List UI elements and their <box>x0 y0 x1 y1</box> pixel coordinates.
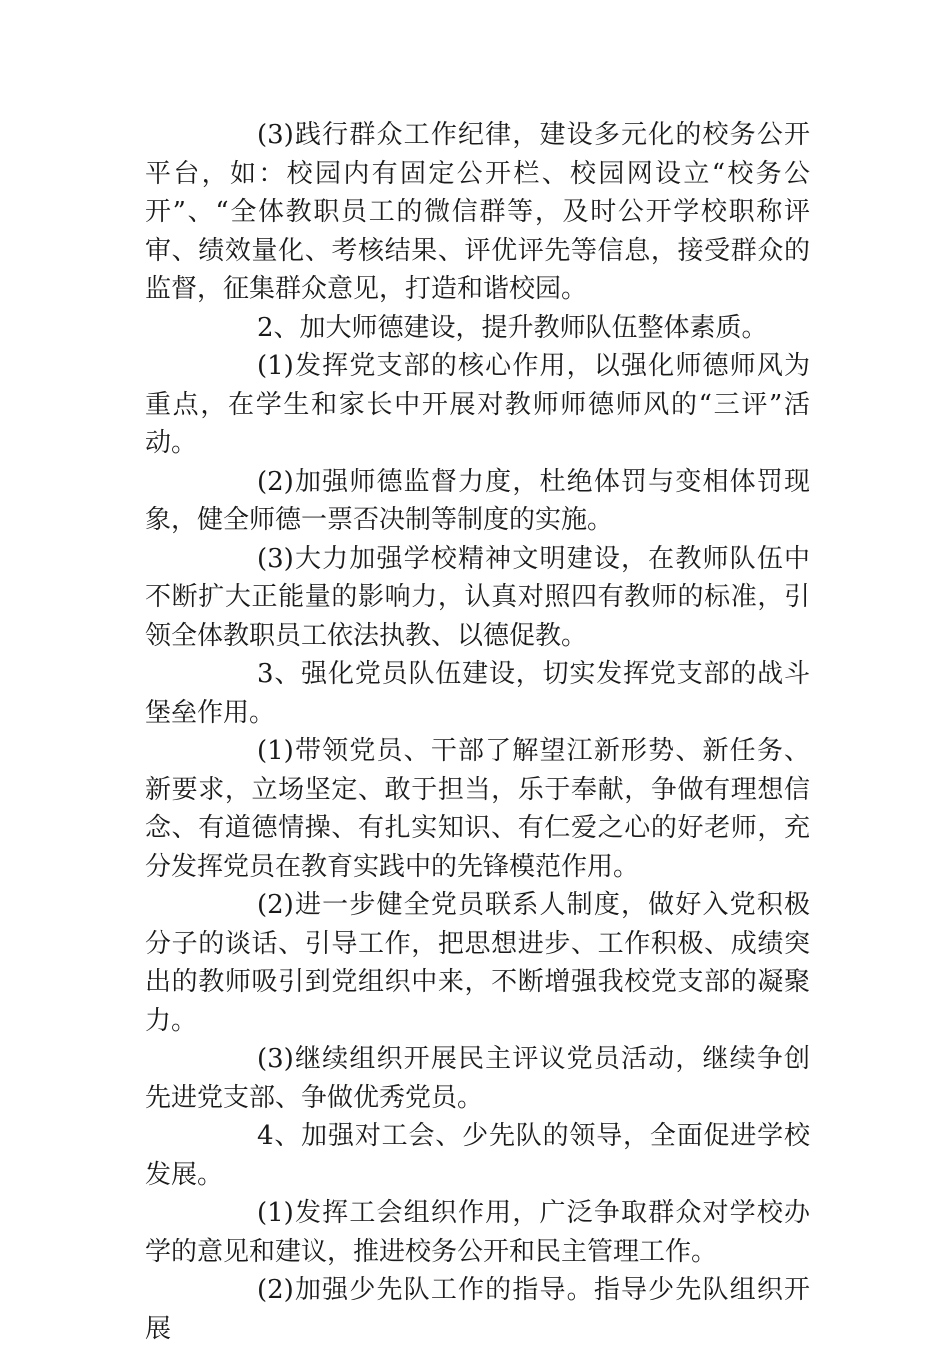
paragraph-party-branch-core-role: (1)发挥党支部的核心作用，以强化师德师风为重点，在学生和家长中开展对教师师德师风的“三评”活动。 <box>145 351 810 458</box>
heading-party-member-team: 3、强化党员队伍建设，切实发挥党支部的战斗堡垒作用。 <box>145 659 810 728</box>
paragraph-contact-system: (2)进一步健全党员联系人制度，做好入党积极分子的谈话、引导工作，把思想进步、工作积极、成绩突出的教师吸引到党组织中来，不断增强我校党支部的凝聚力。 <box>145 890 810 1036</box>
paragraph-union-role: (1)发挥工会组织作用，广泛争取群众对学校办学的意见和建议，推进校务公开和民主管理工作。 <box>145 1198 810 1267</box>
paragraph-democratic-evaluation: (3)继续组织开展民主评议党员活动，继续争创先进党支部、争做优秀党员。 <box>145 1044 810 1113</box>
paragraph-spiritual-civilization: (3)大力加强学校精神文明建设，在教师队伍中不断扩大正能量的影响力，认真对照四有教师的标准，引领全体教职员工依法执教、以德促教。 <box>145 543 810 651</box>
paragraph-campus-affairs-platform: (3)践行群众工作纪律，建设多元化的校务公开平台，如：校园内有固定公开栏、校园网设立“校务公开”、“全体教职员工的微信群等，及时公开学校职称评审、绩效量化、考核结果、评优评先等信息，接受群众的监督，征集群众意见，打造和谐校园。 <box>145 120 810 304</box>
paragraph-young-pioneers-guidance: (2)加强少先队工作的指导。指导少先队组织开展 <box>145 1275 810 1344</box>
heading-teacher-ethics: 2、加大师德建设，提升教师队伍整体素质。 <box>257 312 768 343</box>
paragraph-lead-party-members: (1)带领党员、干部了解望江新形势、新任务、新要求，立场坚定、敢于担当，乐于奉献，争做有理想信念、有道德情操、有扎实知识、有仁爱之心的好老师，充分发挥党员在教育实践中的先锋模范作用。 <box>145 736 810 882</box>
document-body <box>145 116 810 1348</box>
heading-union-young-pioneers: 4、加强对工会、少先队的领导，全面促进学校发展。 <box>145 1121 810 1190</box>
paragraph-ethics-supervision: (2)加强师德监督力度，杜绝体罚与变相体罚现象，健全师德一票否决制等制度的实施。 <box>145 466 810 535</box>
